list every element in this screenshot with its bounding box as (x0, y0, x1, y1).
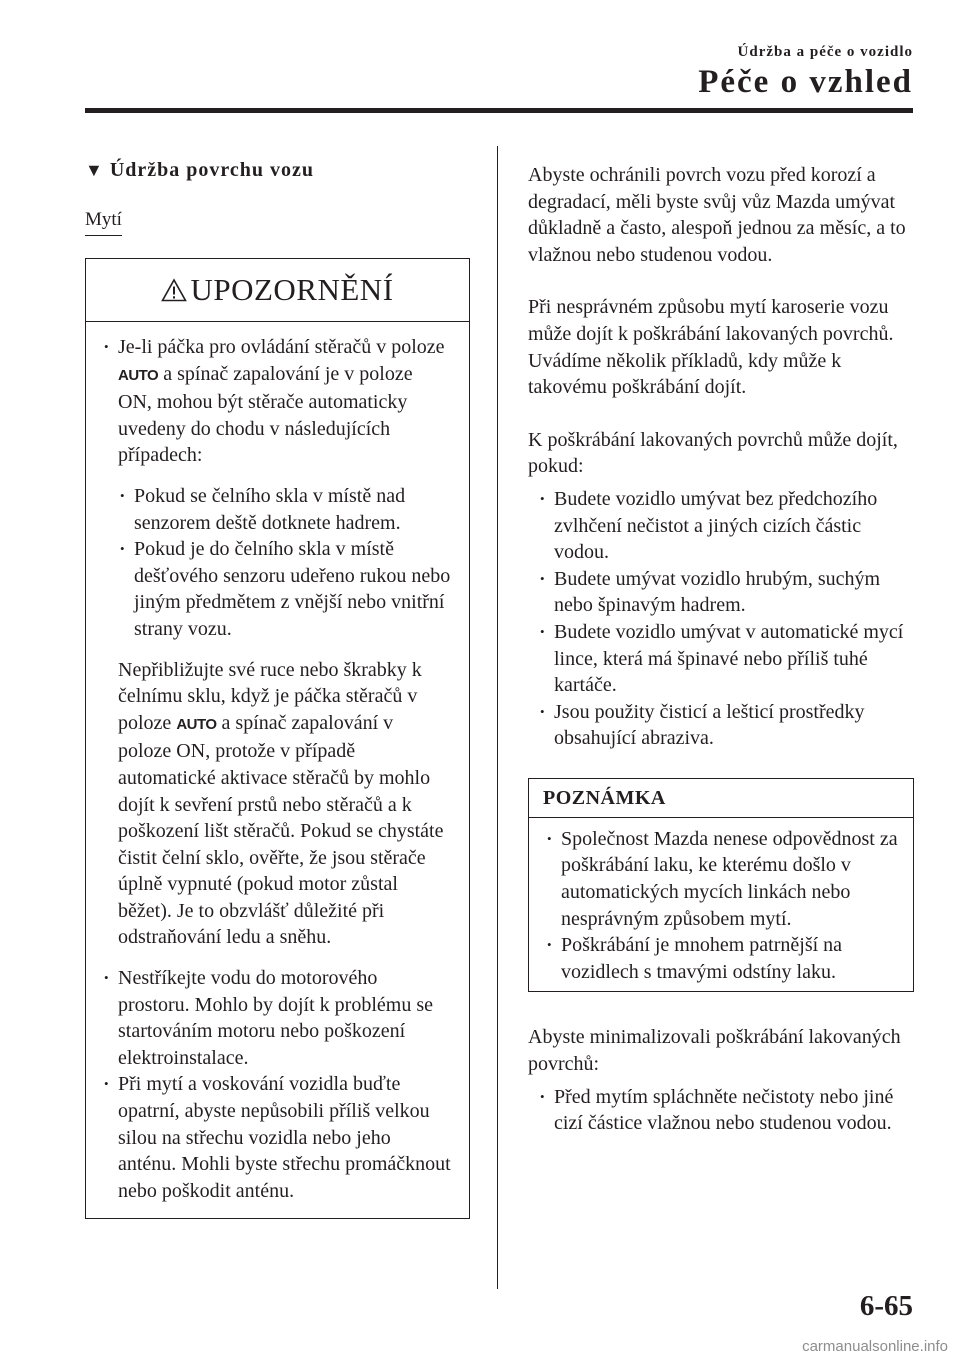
warning-box (85, 258, 470, 1219)
warning-item: • Nestříkejte vodu do motorového prostoru. Mohlo by dojít k problému se startováním motoru nebo poškození elektroinstalace. (104, 965, 451, 1071)
note-item: • Poškrábání je mnohem patrnější na vozidlech s tmavými odstíny laku. (547, 932, 899, 985)
left-column (85, 150, 470, 1219)
subheading: Mytí (85, 208, 122, 236)
auto-position-badge: AUTO (118, 366, 159, 384)
paragraph: K poškrábání lakovaných povrchů může dojít, pokud: (528, 428, 898, 478)
auto-position-badge: AUTO (176, 715, 217, 733)
right-column (528, 162, 914, 1137)
causes-list (540, 486, 914, 752)
note-title: POZNÁMKA (529, 779, 913, 818)
warning-item-text: Je-li páčka pro ovládání stěračů v poloze (118, 336, 445, 358)
warning-subitem: • Pokud je do čelního skla v místě dešťového senzoru udeřeno rukou nebo jiným předmětem z vnější nebo vnitřní strany vozu. (120, 536, 451, 642)
warning-item-text: a spínač zapalování je v poloze ON, mohou být stěrače automaticky uvedeny do chodu v následujících případech: (118, 362, 413, 467)
note-body (529, 818, 913, 992)
paragraph: Abyste ochránili povrch vozu před korozí a degradací, měli byste svůj vůz Mazda umývat důkladně a často, alespoň jednou za měsíc, a to vlažnou nebo studenou vodou. (528, 164, 906, 266)
page-title: Péče o vzhled (698, 64, 913, 100)
list-item: • Před mytím spláchněte nečistoty nebo jiné cizí částice vlažnou nebo studenou vodou. (540, 1084, 914, 1137)
header-rule (85, 108, 913, 113)
warning-paragraph (104, 657, 451, 952)
watermark: carmanualsonline.info (802, 1338, 948, 1355)
warning-header (86, 259, 469, 322)
triangle-down-icon: ▼ (85, 160, 104, 180)
list-item: • Budete vozidlo umývat v automatické mycí lince, která má špinavé nebo příliš tuhé kartáče. (540, 619, 914, 699)
warning-subitem: • Pokud se čelního skla v místě nad senzorem deště dotknete hadrem. (120, 483, 451, 536)
list-item: • Budete umývat vozidlo hrubým, suchým nebo špinavým hadrem. (540, 566, 914, 619)
section-heading-text: Údržba povrchu vozu (109, 159, 315, 181)
note-item: • Společnost Mazda nenese odpovědnost za poškrábání laku, ke kterému došlo v automatických mycích linkách nebo nesprávným způsobem mytí. (547, 826, 899, 932)
tips-list (540, 1084, 914, 1137)
list-item: • Jsou použity čisticí a lešticí prostředky obsahující abraziva. (540, 699, 914, 752)
warning-item: • Při mytí a voskování vozidla buďte opatrní, abyste nepůsobili příliš velkou silou na střechu vozidla nebo jeho anténu. Mohli byste střechu promáčknout nebo poškodit anténu. (104, 1071, 451, 1204)
paragraph: Abyste minimalizovali poškrábání lakovaných povrchů: (528, 1026, 901, 1076)
warning-title: UPOZORNĚNÍ (190, 272, 394, 307)
warning-paragraph-text: a spínač zapalování v poloze ON, protože v případě automatické aktivace stěračů by mohlo dojít k sevření prstů nebo stěračů a k poškození lišt stěračů. Pokud se chystáte čistit čelní sklo, ověřte, že jsou stěrače úplně vypnuté (pokud motor zůstal běžet). Je to obzvlášť důležité při odstraňování ledu a sněhu. (118, 711, 444, 949)
warning-paragraph-text: Nepřibližujte své ruce nebo škrabky k čelnímu sklu, když je páčka stěračů v poloze (118, 658, 422, 734)
section-title: Údržba a péče o vozidlo (737, 44, 913, 60)
warning-body (86, 322, 469, 1218)
page-number: 6-65 (859, 1290, 913, 1322)
section-heading (85, 156, 470, 184)
note-box (528, 778, 914, 993)
warning-item (104, 334, 451, 469)
column-divider (497, 146, 498, 1289)
list-item: • Budete vozidlo umývat bez předchozího zvlhčení nečistot a jiných cizích částic vodou. (540, 486, 914, 566)
warning-triangle-icon (161, 278, 187, 302)
paragraph: Při nesprávném způsobu mytí karoserie vozu může dojít k poškrábání lakovaných povrchů. Uvádíme několik příkladů, kdy může k takovému poškrábání dojít. (528, 296, 894, 399)
